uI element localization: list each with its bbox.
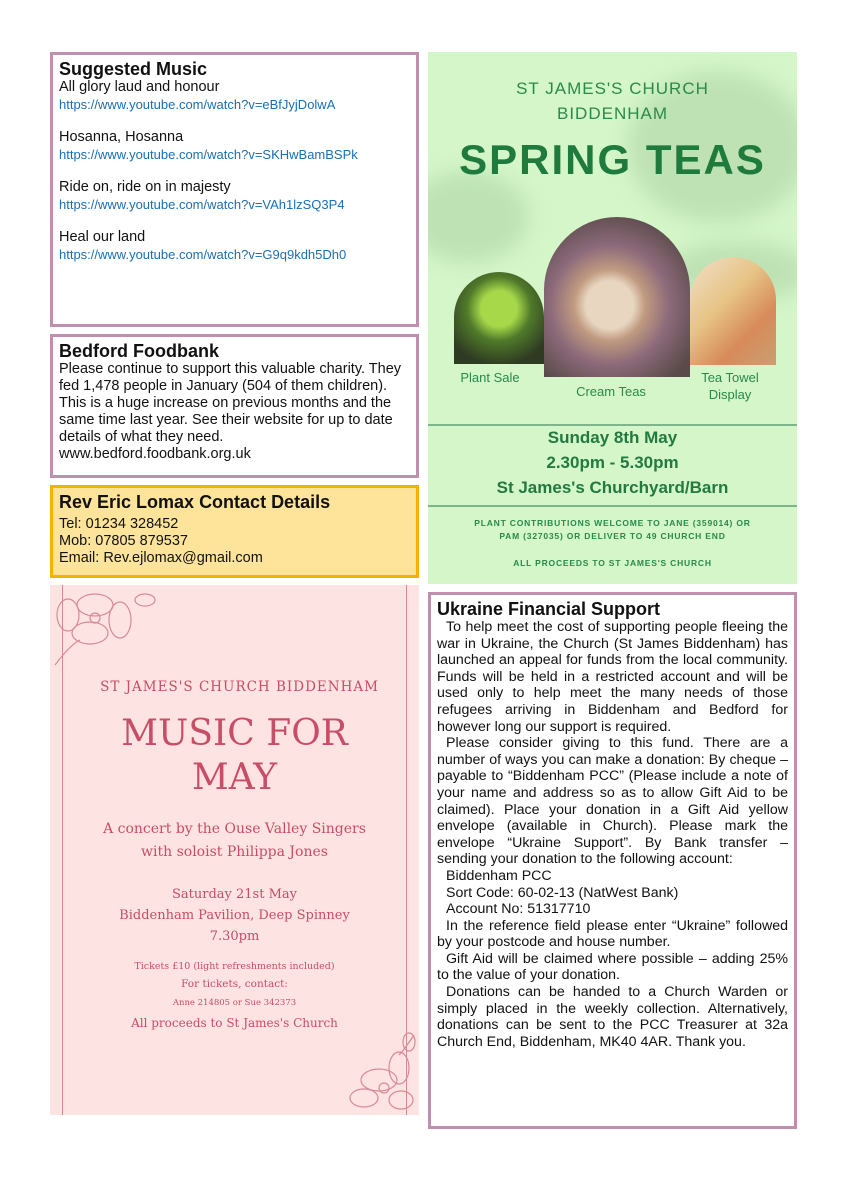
- song-link[interactable]: https://www.youtube.com/watch?v=G9q9kdh5Dh0: [59, 247, 347, 262]
- contact-mob: Mob: 07805 879537: [59, 533, 188, 549]
- song-name: Ride on, ride on in majesty: [59, 179, 231, 195]
- song-link[interactable]: https://www.youtube.com/watch?v=SKHwBamBSPk: [59, 147, 358, 162]
- foodbank-title: Bedford Foodbank: [59, 341, 219, 361]
- song-link[interactable]: https://www.youtube.com/watch?v=VAh1lzSQ3P4: [59, 197, 345, 212]
- divider: [428, 505, 797, 507]
- cream-tea-photo: [544, 217, 690, 377]
- poster-proceeds: All proceeds to St James's Church: [131, 1016, 338, 1030]
- tea-towel-label-2: Display: [708, 387, 752, 402]
- contact-box: [50, 485, 419, 578]
- contact-title: Rev Eric Lomax Contact Details: [59, 492, 331, 512]
- ticket-names: Anne 214805 or Sue 342373: [172, 998, 297, 1008]
- foodbank-url[interactable]: www.bedford.foodbank.org.uk: [59, 446, 251, 462]
- tea-towel-label: Tea Towel: [701, 370, 759, 385]
- poster-church-location: BIDDENHAM: [556, 104, 668, 123]
- ukraine-paragraph: Gift Aid will be claimed where possible – adding 25% to the value of your donation.: [437, 950, 788, 984]
- flower-decoration-icon: [329, 1030, 419, 1115]
- plant-contributions: PLANT CONTRIBUTIONS WELCOME TO JANE (359014) OR: [474, 518, 751, 528]
- concert-time: 7.30pm: [209, 929, 260, 944]
- tea-towel-photo: [690, 257, 776, 365]
- ukraine-support-box: [428, 592, 797, 1129]
- cream-teas-label: Cream Teas: [576, 384, 646, 399]
- event-date: Sunday 8th May: [547, 428, 678, 447]
- suggested-music-box: [50, 52, 419, 327]
- ticket-price: Tickets £10 (light refreshments included): [134, 961, 335, 972]
- concert-line-2: with soloist Philippa Jones: [141, 844, 328, 860]
- contact-tel: Tel: 01234 328452: [59, 516, 179, 532]
- poster-church: ST JAMES'S CHURCH BIDDENHAM: [100, 679, 379, 695]
- suggested-music-title: Suggested Music: [59, 59, 208, 79]
- sort-code: Sort Code: 60-02-13 (NatWest Bank): [446, 884, 679, 901]
- ukraine-paragraph: To help meet the cost of supporting people fleeing the war in Ukraine, the Church (St James Biddenham) has launched an appeal for funds from the local community. Funds will be held in a restricted account and will be used only to help meet the many needs of those refugees arriving in Biddenham and Bedford for however long our support is required.: [437, 619, 788, 735]
- foodbank-box: [50, 334, 419, 478]
- concert-date: Saturday 21st May: [172, 887, 297, 902]
- poster-church: ST JAMES'S CHURCH: [516, 79, 709, 98]
- ukraine-title: Ukraine Financial Support: [437, 599, 661, 619]
- foodbank-body: Please continue to support this valuable charity. They fed 1,478 people in January (504 of them children). This is a huge increase on previous months and the same time last year. See their website for up to date details of what they need.: [59, 361, 402, 445]
- proceeds-note: ALL PROCEEDS TO ST JAMES'S CHURCH: [513, 558, 712, 568]
- song-name: Heal our land: [59, 229, 146, 245]
- account-number: Account No: 51317710: [446, 901, 591, 918]
- plant-contributions-2: PAM (327035) OR DELIVER TO 49 CHURCH END: [499, 531, 726, 541]
- poster-title-1: MUSIC FOR: [121, 713, 348, 754]
- poster-title-2: MAY: [191, 757, 278, 798]
- contact-email[interactable]: Email: Rev.ejlomax@gmail.com: [59, 550, 263, 566]
- poster-title: SPRING TEAS: [459, 136, 766, 183]
- ukraine-paragraph: Donations can be handed to a Church Warden or simply placed in the weekly collection. Alternatively, donations can be sent to the PCC Treasurer at 32a Church End, Biddenham, MK40 4AR. Thank you.: [437, 984, 788, 1050]
- spring-teas-poster: [428, 52, 797, 584]
- concert-line-1: A concert by the Ouse Valley Singers: [103, 821, 366, 837]
- event-time: 2.30pm - 5.30pm: [546, 453, 679, 472]
- event-place: St James's Churchyard/Barn: [496, 478, 729, 497]
- ticket-contact: For tickets, contact:: [181, 978, 288, 990]
- song-name: All glory laud and honour: [59, 79, 220, 95]
- ukraine-paragraph: Please consider giving to this fund. There are a number of ways you can make a donation: By cheque – payable to “Biddenham PCC” (Please include a note of your name and address so as to allow Gift Aid to be claimed). Place your donation in a Gift Aid yellow envelope (available in Church). Please mark the envelope “Ukraine Support”. By Bank transfer – sending your donation to the following account:: [437, 735, 788, 868]
- flower-decoration-icon: [50, 585, 160, 670]
- account-name: Biddenham PCC: [446, 867, 552, 884]
- song-name: Hosanna, Hosanna: [59, 129, 184, 145]
- concert-venue: Biddenham Pavilion, Deep Spinney: [119, 908, 350, 923]
- song-link[interactable]: https://www.youtube.com/watch?v=eBfJyjDolwA: [59, 97, 336, 112]
- plant-photo: [454, 272, 544, 364]
- music-for-may-poster: [50, 585, 419, 1115]
- plant-sale-label: Plant Sale: [460, 370, 520, 385]
- ukraine-paragraph: In the reference field please enter “Ukraine” followed by your postcode and house number.: [437, 917, 788, 951]
- divider: [428, 424, 797, 426]
